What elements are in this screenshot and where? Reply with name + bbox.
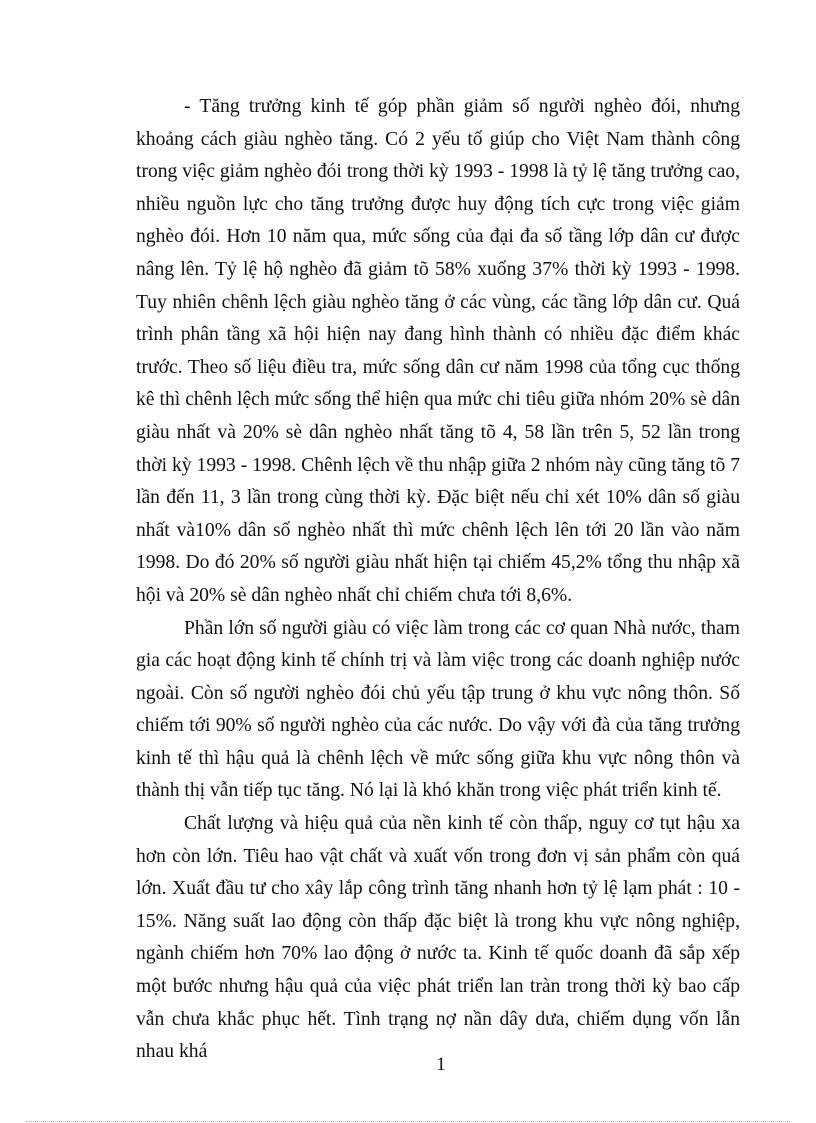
paragraph-3: Chất lượng và hiệu quả của nền kinh tế còn thấp, nguy cơ tụt hậu xa hơn còn lớn. Tiêu hao vật chất và xuất vốn trong đơn vị sản phẩm còn quá lớn. Xuất đầu tư cho xây lắp công trình tăng nhanh hơn tỷ lệ lạm phát : 10 - 15%. Năng suất lao động còn thấp đặc biệt là trong khu vực nông nghiệp, ngành chiếm hơn 70% lao động ở nước ta. Kinh tế quốc doanh đã sắp xếp một bước nhưng hậu quả của việc phát triển lan tràn trong thời kỳ bao cấp vẫn chưa khắc phục hết. Tình trạng nợ nần dây dưa, chiếm dụng vốn lẫn nhau khá — [136, 813, 740, 1063]
body-text — [136, 91, 740, 1069]
page-number: 1 — [436, 1054, 446, 1075]
page-bottom-divider — [26, 1121, 790, 1122]
paragraph-2: Phần lớn số người giàu có việc làm trong các cơ quan Nhà nước, tham gia các hoạt động kinh tế chính trị và làm việc trong các doanh nghiệp nước ngoài. Còn số người nghèo đói chủ yếu tập trung ở khu vực nông thôn. Số chiếm tới 90% số người nghèo của các nước. Do vậy với đà của tăng trưởng kinh tế thì hậu quả là chênh lệch về mức sống giữa khu vực nông thôn và thành thị vẫn tiếp tục tăng. Nó lại là khó khăn trong việc phát triển kinh tế. — [136, 617, 740, 802]
paragraph-1: - Tăng trưởng kinh tế góp phần giảm số người nghèo đói, nhưng khoảng cách giàu nghèo tăng. Có 2 yếu tố giúp cho Việt Nam thành công trong việc giảm nghèo đói trong thời kỳ 1993 - 1998 là tỷ lệ tăng trưởng cao, nhiều nguồn lực cho tăng trưởng được huy động tích cực trong việc giảm nghèo đói. Hơn 10 năm qua, mức sống của đại đa số tầng lớp dân cư được nâng lên. Tỷ lệ hộ nghèo đã giảm tõ 58% xuống 37% thời kỳ 1993 - 1998. Tuy nhiên chênh lệch giàu nghèo tăng ở các vùng, các tầng lớp dân cư. Quá trình phân tầng xã hội hiện nay đang hình thành có nhiều đặc điểm khác trước. Theo số liệu điều tra, mức sống dân cư năm 1998 của tổng cục thống kê thì chênh lệch mức sống thể hiện qua mức chi tiêu giữa nhóm 20% sè dân giàu nhất và 20% sè dân nghèo nhất tăng tõ 4, 58 lần trên 5, 52 lần trong thời kỳ 1993 - 1998. Chênh lệch về thu nhập giữa 2 nhóm này cũng tăng tõ 7 lần đến 11, 3 lần trong cùng thời kỳ. Đặc biệt nếu chỉ xét 10% dân số giàu nhất và10% dân số nghèo nhất thì mức chênh lệch lên tới 20 lần vào năm 1998. Do đó 20% số người giàu nhất hiện tại chiếm 45,2% tổng thu nhập xã hội và 20% sè dân nghèo nhất chỉ chiếm chưa tới 8,6%. — [136, 96, 740, 606]
